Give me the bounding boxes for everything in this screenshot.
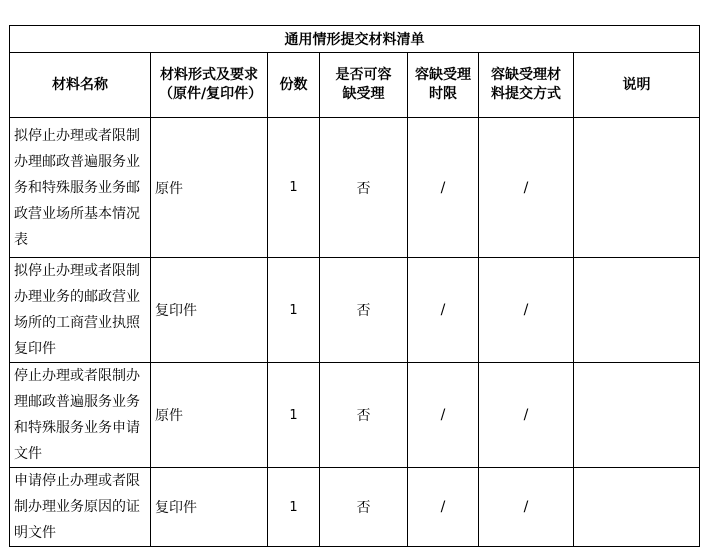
header-row — [10, 53, 700, 118]
allow-deferred-cell: 否 — [320, 258, 408, 363]
material-form-cell: 复印件 — [151, 468, 268, 547]
allow-deferred-cell: 否 — [320, 363, 408, 468]
header-material-form: 材料形式及要求（原件/复印件） — [151, 53, 268, 118]
allow-deferred-cell: 否 — [320, 468, 408, 547]
note-cell — [574, 118, 700, 258]
deferred-limit-cell: / — [408, 118, 479, 258]
deferred-limit-cell: / — [408, 258, 479, 363]
material-name-cell: 拟停止办理或者限制办理业务的邮政营业场所的工商营业执照复印件 — [10, 258, 151, 363]
copies-cell: 1 — [268, 363, 320, 468]
table-row — [10, 258, 700, 363]
copies-cell: 1 — [268, 258, 320, 363]
header-material-name: 材料名称 — [10, 53, 151, 118]
table-row — [10, 468, 700, 547]
deferred-limit-cell: / — [408, 468, 479, 547]
header-note: 说明 — [574, 53, 700, 118]
material-form-cell: 复印件 — [151, 258, 268, 363]
deferred-method-cell: / — [479, 258, 574, 363]
note-cell — [574, 258, 700, 363]
header-deferred-method: 容缺受理材料提交方式 — [479, 53, 574, 118]
table-row — [10, 363, 700, 468]
copies-cell: 1 — [268, 118, 320, 258]
copies-cell: 1 — [268, 468, 320, 547]
header-allow-deferred: 是否可容缺受理 — [320, 53, 408, 118]
materials-table — [9, 25, 700, 547]
header-copies: 份数 — [268, 53, 320, 118]
deferred-method-cell: / — [479, 363, 574, 468]
material-form-cell: 原件 — [151, 363, 268, 468]
table-title: 通用情形提交材料清单 — [10, 26, 700, 53]
material-name-cell: 拟停止办理或者限制办理邮政普遍服务业务和特殊服务业务邮政营业场所基本情况表 — [10, 118, 151, 258]
deferred-method-cell: / — [479, 118, 574, 258]
header-deferred-limit: 容缺受理时限 — [408, 53, 479, 118]
note-cell — [574, 468, 700, 547]
allow-deferred-cell: 否 — [320, 118, 408, 258]
material-form-cell: 原件 — [151, 118, 268, 258]
note-cell — [574, 363, 700, 468]
deferred-limit-cell: / — [408, 363, 479, 468]
deferred-method-cell: / — [479, 468, 574, 547]
material-name-cell: 停止办理或者限制办理邮政普遍服务业务和特殊服务业务申请文件 — [10, 363, 151, 468]
table-row — [10, 118, 700, 258]
material-name-cell: 申请停止办理或者限制办理业务原因的证明文件 — [10, 468, 151, 547]
